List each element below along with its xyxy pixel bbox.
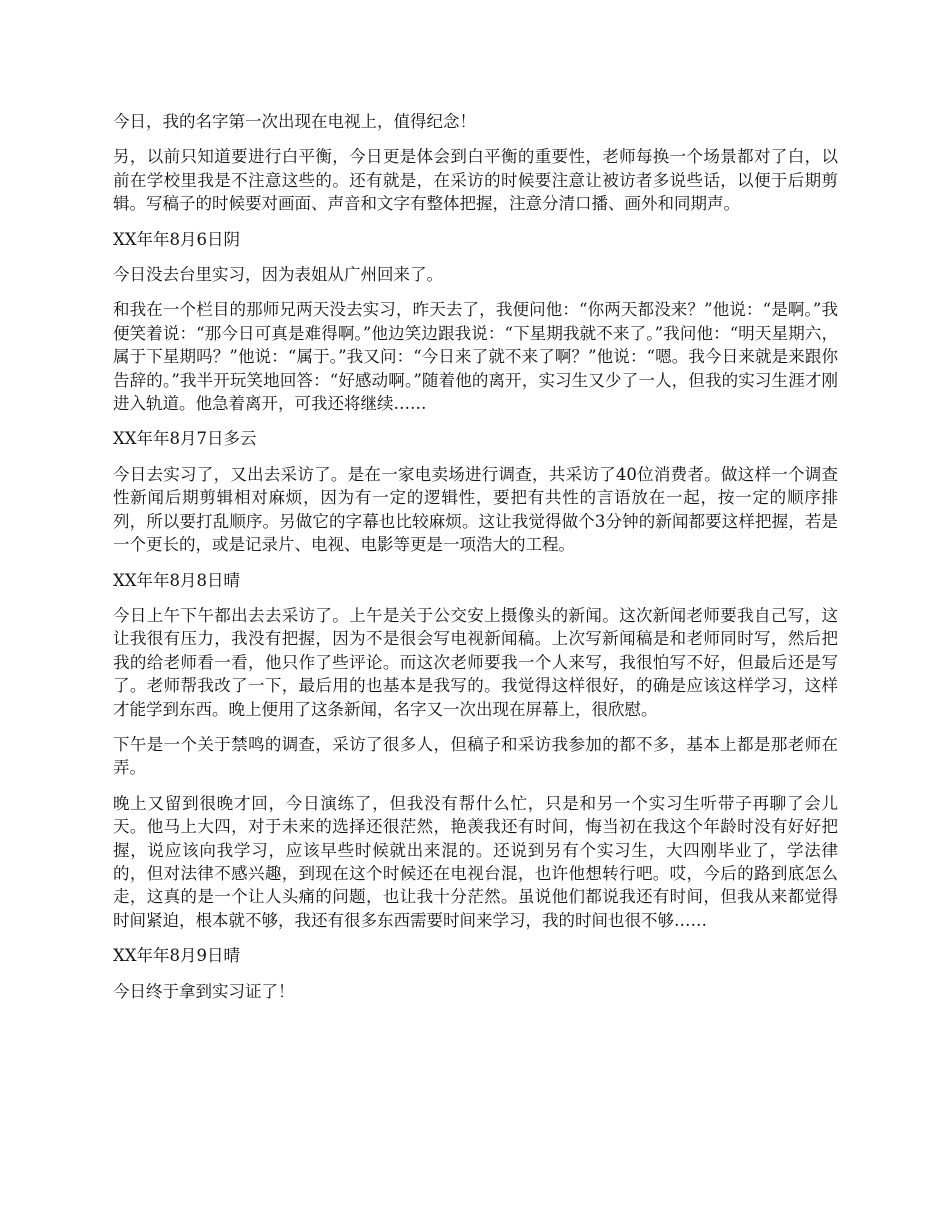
paragraph-aug-8-morning: 今日上午下午都出去去采访了。上午是关于公交安上摄像头的新闻。这次新闻老师要我自己写，这让我很有压力，我没有把握，因为不是很会写电视新闻稿。上次写新闻稿是和老师同时写，然后把我的给老师看一看，他只作了些评论。而这次老师要我一个人来写，我很怕写不好，但最后还是写了。老师帮我改了一下，最后用的也基本是我写的。我觉得这样很好，的确是应该这样学习，这样才能学到东西。晚上便用了这条新闻，名字又一次出现在屏幕上，很欣慰。 (113, 605, 838, 719)
paragraph-intro: 今日，我的名字第一次出现在电视上，值得纪念！ (113, 112, 476, 131)
paragraph-white-balance: 另，以前只知道要进行白平衡，今日更是体会到白平衡的重要性，老师每换一个场景都对了白，以前在学校里我是不注意这些的。还有就是，在采访的时候要注意让被访者多说些话，以便于后期剪辑。写稿子的时候要对画面、声音和文字有整体把握，注意分清口播、画外和同期声。 (113, 147, 838, 214)
paragraph-aug-8-evening: 晚上又留到很晚才回，今日演练了，但我没有帮什么忙，只是和另一个实习生听带子再聊了会儿天。他马上大四，对于未来的选择还很茫然，艳羡我还有时间，悔当初在我这个年龄时没有好好把握，说应该向我学习，应该早些时候就出来混的。还说到另有个实习生，大四刚毕业了，学法律的，但对法律不感兴趣，到现在这个时候还在电视台混，也许他想转行吧。哎，今后的路到底怎么走，这真的是一个让人头痛的问题，也让我十分茫然。虽说他们都说我还有时间，但我从来都觉得时间紧迫，根本就不够，我还有很多东西需要时间来学习，我的时间也很不够…… (113, 793, 838, 930)
paragraph-aug-8-afternoon: 下午是一个关于禁鸣的调查，采访了很多人，但稿子和采访我参加的都不多，基本上都是那老师在弄。 (113, 734, 838, 778)
paragraph-aug-6-absence: 今日没去台里实习，因为表姐从广州回来了。 (113, 265, 443, 285)
date-heading-aug-7: XX年年8月7日多云 (113, 429, 257, 449)
date-heading-aug-8: XX年年8月8日晴 (113, 570, 240, 590)
paragraph-aug-6-senior: 和我在一个栏目的那师兄两天没去实习，昨天去了，我便问他：“你两天都没来？”他说：“是啊。”我便笑着说：“那今日可真是难得啊。”他边笑边跟我说：“下星期我就不来了。”我问他：“明天星期六，属于下星期吗？”他说：“属于。”我又问：“今日来了就不来了啊？”他说：“嗯。我今日来就是来跟你告辞的。”我半开玩笑地回答：“好感动啊。”随着他的离开，实习生又少了一人，但我的实习生涯才刚进入轨道。他急着离开，可我还将继续…… (113, 300, 838, 414)
document-page (113, 110, 838, 1015)
date-heading-aug-6: XX年年8月6日阴 (113, 229, 240, 249)
paragraph-aug-9-pass: 今日终于拿到实习证了！ (113, 981, 295, 1001)
date-heading-aug-9: XX年年8月9日晴 (113, 946, 240, 966)
paragraph-aug-7-survey: 今日去实习了，又出去采访了。是在一家电卖场进行调查，共采访了40位消费者。做这样一个调查性新闻后期剪辑相对麻烦，因为有一定的逻辑性，要把有共性的言语放在一起，按一定的顺序排列，所以要打乱顺序。另做它的字幕也比较麻烦。这让我觉得做个3分钟的新闻都要这样把握，若是一个更长的，或是记录片、电视、电影等更是一项浩大的工程。 (113, 464, 838, 555)
